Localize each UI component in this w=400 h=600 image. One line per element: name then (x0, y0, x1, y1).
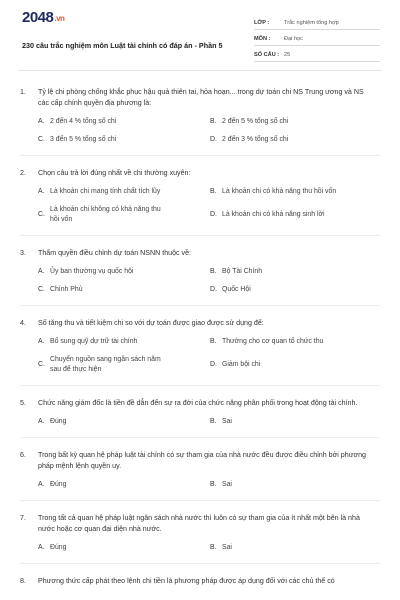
option-letter: A. (38, 188, 45, 195)
question-number: 5. (20, 399, 26, 407)
option-letter: B. (210, 418, 217, 425)
question-text: Trong tất cả quan hệ pháp luật ngân sách nhà nước thì luôn có sự tham gia của ít nhất một bên là nhà nước hoặc cơ quan đại diện nhà nước. (38, 514, 360, 533)
option-text: Chuyển nguồn sang ngân sách năm sau để thực hiện (50, 356, 161, 373)
option-text: 2 đến 3 % tổng số chi (222, 136, 289, 143)
option-text: Thưởng cho cơ quan tổ chức thu (222, 338, 324, 345)
question-item (20, 513, 380, 564)
option-text: Là khoản chi không có khả năng thu hồi vốn (50, 206, 161, 223)
option-letter: B. (210, 338, 217, 345)
answer-options (20, 480, 380, 490)
option-letter: B. (210, 188, 217, 195)
question-line (20, 450, 380, 472)
answer-option[interactable] (210, 337, 382, 347)
question-line (20, 318, 380, 329)
answer-option[interactable] (38, 285, 210, 295)
question-line (20, 87, 380, 109)
option-letter: D. (210, 136, 217, 143)
answer-option[interactable] (210, 480, 382, 490)
answer-options (20, 267, 380, 295)
answer-option[interactable] (38, 135, 210, 145)
question-line (20, 248, 380, 259)
question-number: 4. (20, 319, 26, 327)
option-text: Đúng (50, 544, 67, 551)
answer-option[interactable] (210, 187, 382, 197)
answer-option[interactable] (38, 417, 210, 427)
option-text: Đúng (50, 481, 67, 488)
answer-options (20, 417, 380, 427)
option-letter: D. (210, 211, 217, 218)
option-letter: B. (210, 268, 217, 275)
option-text: 2 đến 4 % tổng số chi (50, 118, 117, 125)
option-letter: C. (38, 361, 45, 368)
option-letter: C. (38, 136, 45, 143)
option-text: Giảm bội chi (222, 361, 261, 368)
option-letter: A. (38, 268, 45, 275)
answer-option[interactable] (210, 543, 382, 553)
question-text: Chọn câu trả lời đúng nhất về chi thường xuyên: (38, 169, 191, 177)
option-letter: C. (38, 211, 45, 218)
meta-value: Đại học (284, 36, 303, 42)
meta-value: 25 (284, 52, 291, 58)
question-item (20, 248, 380, 306)
option-letter: B. (210, 544, 217, 551)
meta-row-subject (254, 30, 380, 46)
question-number: 6. (20, 451, 26, 459)
option-letter: B. (210, 118, 217, 125)
question-line (20, 576, 380, 587)
option-letter: A. (38, 481, 45, 488)
question-text: Tỷ lệ chi phòng chống khắc phục hậu quả thiên tai, hỏa hoạn... trong dự toán chi NS Trung ương và NS các cấp chính quyền địa phương là: (38, 88, 364, 107)
question-line (20, 513, 380, 535)
question-text: Chức năng giám đốc là tiền đề dẫn đến sự ra đời của chức năng phân phối trong hoạt động tài chính. (38, 399, 358, 407)
option-text: Bổ sung quỹ dự trữ tài chính (50, 338, 138, 345)
question-item (20, 450, 380, 501)
question-number: 7. (20, 514, 26, 522)
meta-label: LỚP : (254, 20, 270, 26)
answer-option[interactable] (210, 355, 382, 375)
option-text: Sai (222, 418, 232, 425)
question-text: Thẩm quyền điều chỉnh dự toán NSNN thuộc về: (38, 249, 192, 257)
answer-option[interactable] (38, 205, 210, 225)
question-item (20, 398, 380, 438)
answer-option[interactable] (210, 417, 382, 427)
header (0, 0, 400, 66)
option-text: Quốc Hội (222, 286, 251, 293)
question-number: 8. (20, 577, 26, 585)
question-number: 1. (20, 88, 26, 96)
meta-row-count (254, 46, 380, 62)
answer-option[interactable] (38, 337, 210, 347)
answer-option[interactable] (210, 205, 382, 225)
question-number: 3. (20, 249, 26, 257)
answer-option[interactable] (38, 480, 210, 490)
document-meta (254, 14, 380, 62)
option-text: Là khoản chi có khả năng sinh lời (222, 211, 325, 218)
meta-row-class (254, 14, 380, 30)
answer-options (20, 117, 380, 145)
option-letter: A. (38, 544, 45, 551)
answer-option[interactable] (210, 135, 382, 145)
option-text: Chính Phủ (50, 286, 83, 293)
logo-suffix: .vn (54, 14, 65, 23)
answer-option[interactable] (210, 285, 382, 295)
question-item (20, 87, 380, 156)
option-letter: B. (210, 481, 217, 488)
option-text: Ủy ban thường vụ quốc hội (50, 268, 134, 275)
option-text: Bộ Tài Chính (222, 268, 263, 275)
question-line (20, 168, 380, 179)
answer-option[interactable] (210, 117, 382, 127)
question-line (20, 398, 380, 409)
answer-option[interactable] (38, 117, 210, 127)
meta-label: SỐ CÂU : (254, 52, 280, 58)
answer-option[interactable] (38, 267, 210, 277)
meta-label: MÔN : (254, 36, 271, 42)
option-letter: C. (38, 286, 45, 293)
question-item (20, 318, 380, 386)
logo-text: 2048 (22, 9, 54, 26)
question-text: Trong bất kỳ quan hệ pháp luật tài chính có sự tham gia của nhà nước đều được điều chỉnh bởi phương pháp mệnh lệnh quyền uy. (38, 451, 366, 470)
question-text: Phương thức cấp phát theo lệnh chi tiền là phương pháp được áp dụng đối với các chủ thể có (38, 577, 335, 585)
option-text: 2 đến 5 % tổng số chi (222, 118, 289, 125)
option-letter: D. (210, 361, 217, 368)
question-item (20, 576, 380, 597)
option-letter: A. (38, 118, 45, 125)
option-letter: A. (38, 418, 45, 425)
answer-option[interactable] (38, 543, 210, 553)
answer-option[interactable] (210, 267, 382, 277)
question-text: Số tăng thu và tiết kiệm chi so với dự toán được giao được sử dụng để: (38, 319, 264, 327)
option-text: Sai (222, 544, 232, 551)
answer-option[interactable] (38, 355, 210, 375)
answer-options (20, 187, 380, 225)
option-text: Đúng (50, 418, 67, 425)
answer-options (20, 337, 380, 375)
document-title: 230 câu trắc nghiệm môn Luật tài chính có đáp án - Phần 5 (22, 41, 223, 50)
option-text: Là khoản chi mang tính chất tích lũy (50, 188, 161, 195)
question-item (20, 168, 380, 236)
option-letter: A. (38, 338, 45, 345)
meta-value: Trắc nghiệm tổng hợp (284, 20, 339, 26)
question-number: 2. (20, 169, 26, 177)
question-list (0, 71, 400, 597)
answer-options (20, 543, 380, 553)
option-text: Là khoản chi có khả năng thu hồi vốn (222, 188, 337, 195)
answer-option[interactable] (38, 187, 210, 197)
option-text: Sai (222, 481, 232, 488)
option-letter: D. (210, 286, 217, 293)
option-text: 3 đến 5 % tổng số chi (50, 136, 117, 143)
